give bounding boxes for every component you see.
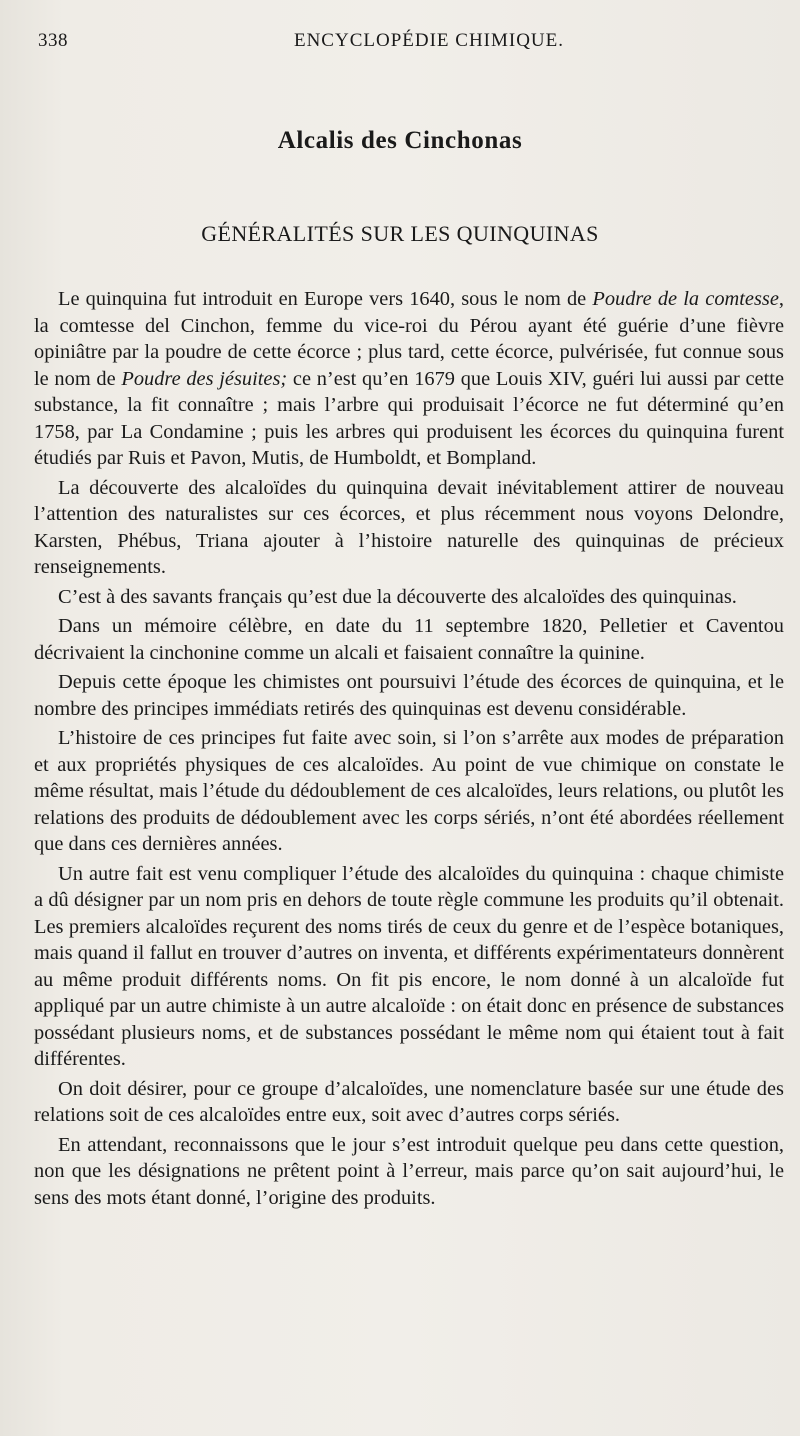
text-run: C’est à des savants français qu’est due la découverte des alcaloïdes des quinquinas. [58,585,737,608]
text-run: , la comtesse del Cinchon, femme du vice-roi du Pérou ayant été guérie d’une fièvre opiniâtre par la poudre de cette écorce ; plus tard, cette écorce, pulvérisée, fut connue sous le nom de [34,288,784,390]
text-run: Le quinquina fut introduit en Europe vers 1640, sous le nom de [58,288,593,310]
subsection-title: GÉNÉRALITÉS SUR LES QUINQUINAS [201,221,599,246]
paragraph [34,1132,784,1212]
page-number: 338 [38,30,68,51]
paragraph [34,861,784,1073]
italic-phrase: Poudre de la comtesse [592,288,779,310]
paragraph [34,1076,784,1129]
text-run: On doit désirer, pour ce groupe d’alcaloïdes, une nomenclature basée sur une étude des relations soit de ces alcaloïdes entre eux, soit avec d’autres corps sériés. [34,1077,784,1126]
text-run: Depuis cette époque les chimistes ont poursuivi l’étude des écorces de quinquina, et le nombre des principes immédiats retirés des quinquinas est devenu considérable. [34,671,784,720]
text-run: ce n’est qu’en 1679 que Louis XIV, guéri lui aussi par cette substance, la fit connaître ; mais l’arbre qui produisait l’écorce ne fut déterminé qu’en 1758, par La Condamine ; puis les arbres qui produisent les écorces du quinquina furent étudiés par Ruis et Pavon, Mutis, de Humboldt, et Bompland. [34,367,784,469]
paragraph [34,475,784,581]
section-title: Alcalis des Cinchonas [277,127,523,154]
paragraph [34,613,784,666]
text-run: Dans un mémoire célèbre, en date du 11 septembre 1820, Pelletier et Caventou décrivaient la cinchonine comme un alcali et faisaient connaître la quinine. [34,615,784,664]
text-run: En attendant, reconnaissons que le jour s’est introduit quelque peu dans cette question, non que les désignations ne prêtent point à l’erreur, mais parce qu’on sait aujourd’hui, le sens des mots étant donné, l’origine des produits. [34,1133,784,1209]
body-text [34,286,784,1214]
paragraph [34,725,784,858]
running-head [38,30,770,56]
paragraph [34,584,784,611]
text-run: La découverte des alcaloïdes du quinquina devait inévitablement attirer de nouveau l’attention des naturalistes sur ces écorces, et plus récemment nous voyons Delondre, Karsten, Phébus, Triana ajouter à l’histoire naturelle des quinquinas de précieux renseignements. [34,476,784,578]
text-run: L’histoire de ces principes fut faite avec soin, si l’on s’arrête aux modes de préparation et aux propriétés physiques de ces alcaloïdes. Au point de vue chimique on constate le même résultat, mais l’étude du dédoublement de ces alcaloïdes, leurs relations, ou plutôt les relations des produits de dédoublement avec les corps sériés, n’ont été abordées réellement que dans ces dernières années. [34,727,784,855]
paragraph [34,286,784,472]
running-title: ENCYCLOPÉDIE CHIMIQUE. [293,30,565,51]
text-run: Un autre fait est venu compliquer l’étude des alcaloïdes du quinquina : chaque chimiste a dû désigner par un nom pris en dehors de toute règle commune les produits qu’il obtenait. Les premiers alcaloïdes reçurent des noms tirés de ceux du genre et de l’espèce botaniques, mais quand il fallut en trouver d’autres on inventa, et différents expérimentateurs donnèrent au même produit différents noms. On fit pis encore, le nom donné à un alcaloïde fut appliqué par un autre chimiste à un autre alcaloïde : on était donc en présence de substances possédant plusieurs noms, et de substances possédant le même nom qui étaient tout à fait différentes. [34,862,784,1070]
paragraph [34,669,784,722]
italic-phrase: Poudre des jésuites; [121,367,288,390]
